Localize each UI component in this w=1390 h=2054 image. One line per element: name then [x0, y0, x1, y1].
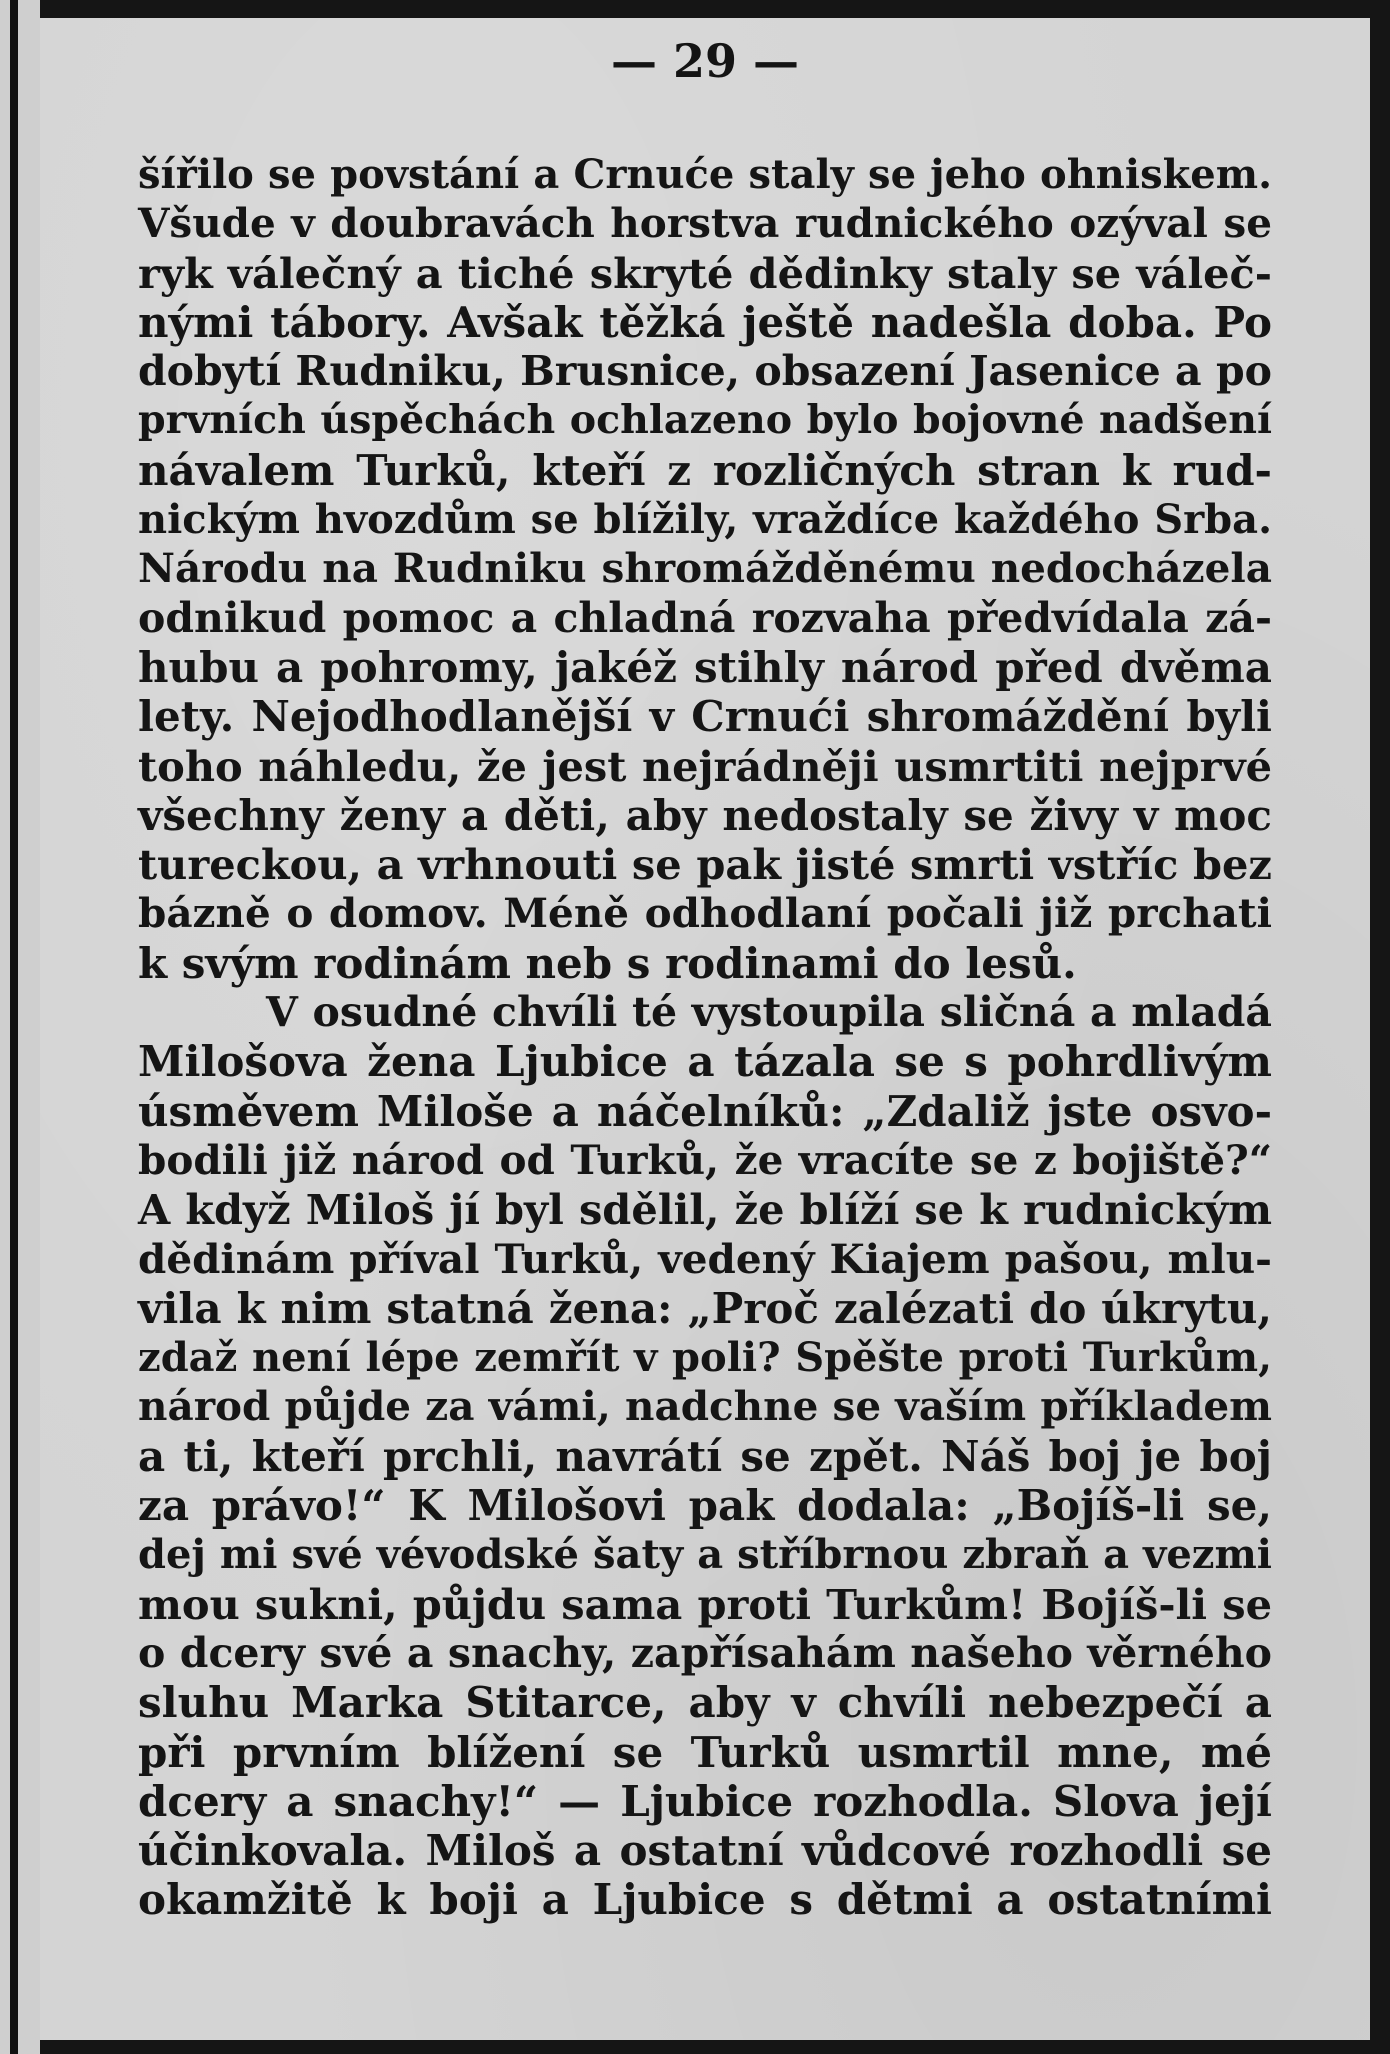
text-line: mou sukni, půjdu sama proti Turkům! Bojíš-li se — [138, 1579, 1272, 1629]
text-line: A když Miloš jí byl sdělil, že blíží se k rudnickým — [138, 1185, 1272, 1235]
text-line: při prvním blížení se Turků usmrtil mne, mé — [138, 1727, 1272, 1777]
text-line: národ půjde za vámi, nadchne se vaším příkladem — [138, 1382, 1272, 1431]
text-line: o dcery své a snachy, zapřísahám našeho věrného — [138, 1628, 1272, 1677]
text-line: nými tábory. Avšak těžká ještě nadešla doba. Po — [138, 297, 1272, 347]
text-line: dcery a snachy!“ — Ljubice rozhodla. Slova její — [138, 1776, 1272, 1826]
text-line: všechny ženy a děti, aby nedostaly se živy v moc — [138, 790, 1272, 840]
page-number: — 29 — — [610, 34, 800, 88]
text-line: bodili již národ od Turků, že vracíte se z bojiště?“ — [138, 1135, 1272, 1184]
text-line: šířilo se povstání a Crnuće staly se jeho ohniskem. — [138, 151, 1272, 198]
text-line: Národu na Rudniku shromážděnému nedocházela — [138, 544, 1272, 593]
text-line: za právo!“ K Milošovi pak dodala: „Bojíš-li se, — [138, 1481, 1272, 1531]
text-line: bázně o domov. Méně odhodlaní počali již prchati — [138, 889, 1272, 938]
text-line: dědinám příval Turků, vedený Kiajem pašou, mlu- — [138, 1234, 1272, 1283]
text-line: vila k nim statná žena: „Proč zalézati do úkrytu, — [138, 1283, 1272, 1333]
text-line: dobytí Rudniku, Brusnice, obsazení Jasenice a po — [138, 347, 1272, 396]
body-text — [138, 150, 1272, 1925]
text-line: lety. Nejodhodlanější v Crnući shromáždění byli — [138, 692, 1272, 742]
text-line: hubu a pohromy, jakéž stihly národ před dvěma — [138, 642, 1272, 692]
text-line: nickým hvozdům se blížily, vraždíce každého Srba. — [138, 496, 1272, 544]
paragraph-end-line: k svým rodinám neb s rodinami do lesů. — [138, 938, 1077, 988]
text-line: Všude v doubravách horstva rudnického ozýval se — [138, 199, 1272, 248]
text-line: toho náhledu, že jest nejrádněji usmrtiti nejprvé — [138, 741, 1272, 791]
text-line: Milošova žena Ljubice a tázala se s pohrdlivým — [138, 1037, 1272, 1087]
text-line: účinkovala. Miloš a ostatní vůdcové rozhodli se — [138, 1826, 1272, 1876]
text-line: dej mi své vévodské šaty a stříbrnou zbraň a vezmi — [138, 1531, 1272, 1579]
text-line: prvních úspěchách ochlazeno bylo bojovné nadšení — [138, 397, 1272, 444]
text-line: a ti, kteří prchli, navrátí se zpět. Náš boj je boj — [138, 1431, 1272, 1481]
text-line: odnikud pomoc a chladná rozvaha předvídala zá- — [138, 593, 1272, 642]
text-line: sluhu Marka Stitarce, aby v chvíli nebezpečí a — [138, 1678, 1272, 1728]
book-page — [40, 18, 1370, 2040]
text-line: okamžitě k boji a Ljubice s dětmi a ostatními — [138, 1875, 1272, 1925]
text-line: tureckou, a vrhnouti se pak jisté smrti vstříc bez — [138, 840, 1272, 890]
text-line: zdaž není lépe zemřít v poli? Spěšte proti Turkům, — [138, 1334, 1272, 1382]
text-line: návalem Turků, kteří z rozličných stran k rud- — [138, 445, 1272, 495]
book-spine-edge — [0, 0, 40, 2054]
paragraph-start-line: V osudné chvíli té vystoupila sličná a mladá — [266, 988, 1272, 1037]
text-line: ryk válečný a tiché skryté dědinky staly se váleč- — [138, 248, 1272, 298]
text-line: úsměvem Miloše a náčelníků: „Zdaliž jste osvo- — [138, 1086, 1272, 1136]
